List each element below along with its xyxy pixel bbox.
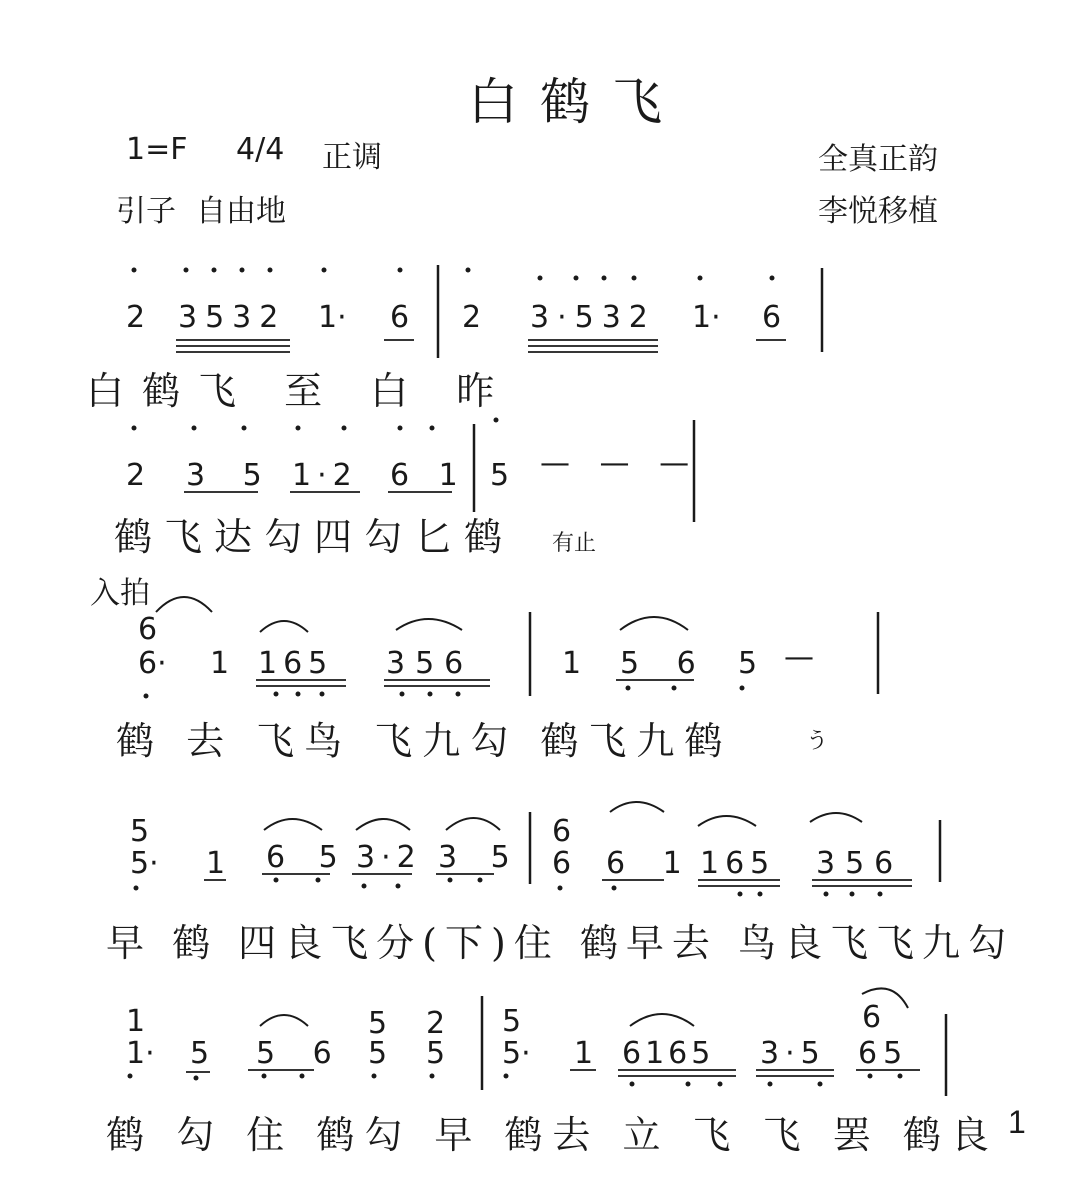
note-group: 3532 (178, 300, 287, 335)
note: 5· (502, 1036, 531, 1071)
lyrics-line: 早 鹤 四良飞分(下)住 鹤早去 鸟良飞飞九勾 (106, 921, 1014, 965)
note-group: 3·532 (530, 300, 656, 335)
note: 6 (552, 846, 572, 881)
note: 6· (138, 646, 167, 681)
lyrics-line: 鹤飞达勾四勾匕鹤 (114, 515, 515, 559)
note-group: 165 (258, 646, 334, 681)
grace-note: 2 (426, 1006, 446, 1041)
note: 2 (462, 300, 482, 335)
note-group: 356 (386, 646, 474, 681)
grace-note: 6 (862, 1000, 882, 1035)
note-group: 5 6 (620, 646, 710, 681)
grace-note: 1 (126, 1004, 146, 1039)
note: 2 (126, 300, 146, 335)
note: 5 (738, 646, 758, 681)
note-group: 3·5 (760, 1036, 826, 1071)
note-group: 3 5 (438, 840, 522, 875)
note: 1 (206, 846, 226, 881)
mode-label: 正调 (322, 140, 382, 175)
key-signature: 1=F (126, 132, 188, 167)
note-group: 3 5 (186, 458, 276, 493)
note: 5 (190, 1036, 210, 1071)
tail-mark: う (806, 729, 829, 754)
grace-note: 5 (368, 1006, 388, 1041)
note-group: 6 5 (266, 840, 350, 875)
beam-underlines (176, 340, 920, 1076)
octave-dots (128, 268, 903, 1087)
slurs (156, 597, 908, 1026)
note: 1 (562, 646, 582, 681)
note: 2 (126, 458, 146, 493)
section-label: 引子 (116, 194, 176, 229)
note-group: 6 1 (606, 846, 696, 881)
note-group: 6165 (622, 1036, 715, 1071)
note: 5 (426, 1036, 446, 1071)
note: 5 (490, 458, 510, 493)
tempo-label: 自由地 (196, 194, 286, 229)
rest-dashes: — — — (540, 446, 700, 481)
note-group: 1·2 (292, 458, 358, 493)
note-group: 5 6 (256, 1036, 346, 1071)
note: 1· (318, 300, 347, 335)
note: 1 (210, 646, 230, 681)
lyrics-line: 鹤 去 飞鸟 飞九勾 鹤飞九鹤 (116, 719, 733, 763)
grace-note: 5 (502, 1004, 522, 1039)
section-label: 入拍 (90, 576, 150, 611)
note-group: 356 (816, 846, 904, 881)
note: 1· (692, 300, 721, 335)
note: 6 (390, 300, 410, 335)
note-group: 3·2 (356, 840, 422, 875)
note-group: 6 1 (390, 458, 468, 493)
page-number: 1 (1008, 1104, 1026, 1140)
performance-note: 有止 (552, 531, 597, 556)
source-label: 全真正韵 (818, 142, 938, 177)
time-signature: 4/4 (236, 132, 285, 167)
note-group: 165 (700, 846, 776, 881)
grace-note: 6 (552, 814, 572, 849)
lyrics-line: 白鹤飞 至 白 昨 (86, 369, 513, 413)
note: 1· (126, 1036, 155, 1071)
note-group: 65 (858, 1036, 909, 1071)
note: 6 (762, 300, 782, 335)
note: 5 (368, 1036, 388, 1071)
note: 1 (574, 1036, 594, 1071)
grace-note: 6 (138, 612, 158, 647)
note: 5· (130, 846, 159, 881)
rest-dash: — (784, 640, 814, 675)
arranger-label: 李悦移植 (818, 194, 938, 229)
grace-note: 5 (130, 814, 150, 849)
lyrics-line: 鹤 勾 住 鹤勾 早 鹤去 立 飞 飞 罢 鹤良 (106, 1113, 999, 1157)
page-title: 白鹤飞 (468, 73, 684, 131)
